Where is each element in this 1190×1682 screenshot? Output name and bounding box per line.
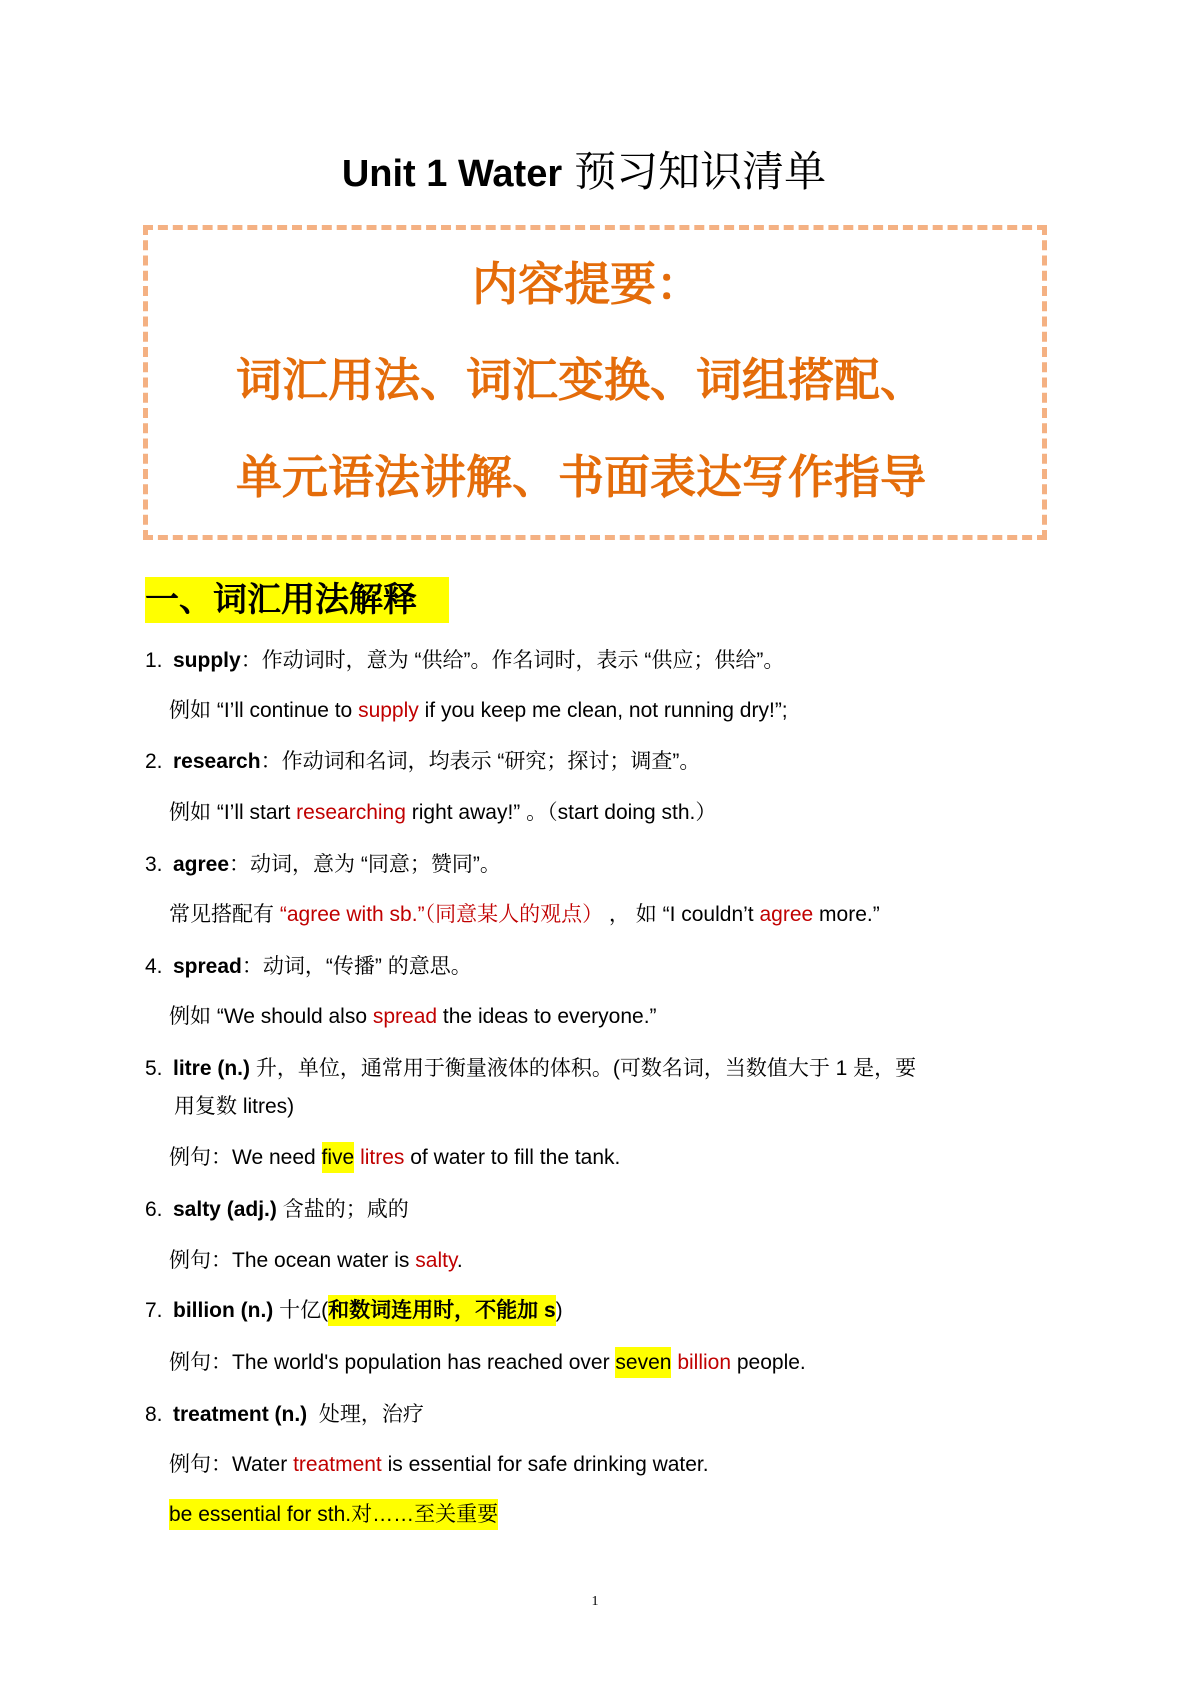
example-text: more.” bbox=[813, 903, 880, 926]
item-8 bbox=[145, 1398, 424, 1432]
item-definition: 处理，治疗 bbox=[307, 1403, 424, 1426]
example-highlight: five bbox=[322, 1142, 355, 1173]
example-text: 例句：Water bbox=[169, 1453, 294, 1476]
example-keyword: salty bbox=[415, 1249, 457, 1272]
item-term: salty (adj.) bbox=[173, 1198, 277, 1221]
item-definition: ：动词，“传播” 的意思。 bbox=[241, 955, 472, 978]
item-1 bbox=[145, 644, 784, 678]
example-text: if you keep me clean, not running dry!”; bbox=[418, 699, 788, 722]
item-number: 3. bbox=[145, 853, 163, 876]
example-text: 例句：The ocean water is bbox=[169, 1249, 416, 1272]
item-5 bbox=[145, 1052, 916, 1086]
item-1-example bbox=[169, 694, 788, 728]
example-highlight: seven bbox=[615, 1347, 671, 1378]
summary-heading: 内容提要： bbox=[472, 259, 702, 310]
item-definition: 含盐的；咸的 bbox=[276, 1198, 409, 1221]
example-text: right away!” 。（start doing sth.） bbox=[405, 801, 717, 824]
example-text: ， 如 “I couldn’t bbox=[603, 903, 760, 926]
item-7-example bbox=[169, 1346, 806, 1380]
title-unit: Unit 1 Water bbox=[341, 153, 563, 195]
section-heading: 一、词汇用法解释 bbox=[145, 577, 449, 623]
item-number: 4. bbox=[145, 955, 163, 978]
item-number: 6. bbox=[145, 1198, 163, 1221]
item-note-highlight: 和数词连用时，不能加 s bbox=[328, 1295, 556, 1326]
item-number: 5. bbox=[145, 1057, 163, 1080]
item-5-definition-continued: 用复数 litres) bbox=[174, 1095, 295, 1118]
summary-box bbox=[143, 225, 1047, 540]
item-term: treatment (n.) bbox=[173, 1403, 308, 1426]
item-6 bbox=[145, 1193, 409, 1227]
example-keyword: spread bbox=[372, 1005, 438, 1028]
item-definition-end: ) bbox=[555, 1299, 563, 1322]
item-definition: ：动词，意为 “同意；赞同”。 bbox=[229, 853, 501, 876]
example-text: . bbox=[456, 1249, 463, 1272]
item-definition: 十亿( bbox=[273, 1299, 329, 1322]
example-keyword: researching bbox=[296, 801, 406, 824]
example-text: 例如 “I’ll start bbox=[169, 801, 297, 824]
summary-line-2: 单元语法讲解、书面表达写作指导 bbox=[236, 452, 926, 503]
example-text: people. bbox=[731, 1351, 806, 1374]
example-text: 例如 “We should also bbox=[169, 1005, 373, 1028]
page-title bbox=[0, 148, 1168, 206]
item-8-example bbox=[169, 1448, 709, 1482]
example-keyword: supply bbox=[358, 699, 419, 722]
item-number: 7. bbox=[145, 1299, 163, 1322]
item-5-example bbox=[169, 1141, 620, 1175]
example-collocation: “agree with sb.”（同意某人的观点） bbox=[279, 903, 604, 926]
item-term: litre (n.) bbox=[173, 1057, 250, 1080]
item-definition: ：作动词和名词，均表示 “研究；探讨；调查”。 bbox=[260, 750, 701, 773]
item-number: 2. bbox=[145, 750, 163, 773]
example-text: 常见搭配有 bbox=[169, 903, 280, 926]
item-3-example bbox=[169, 898, 880, 932]
item-definition: 升，单位，通常用于衡量液体的体积。(可数名词，当数值大于 1 是，要 bbox=[250, 1057, 917, 1080]
item-number: 1. bbox=[145, 649, 163, 672]
item-6-example bbox=[169, 1244, 463, 1278]
item-term: agree bbox=[173, 853, 230, 876]
item-4-example bbox=[169, 1000, 657, 1034]
example-keyword: treatment bbox=[293, 1453, 382, 1476]
example-text: 例句：The world's population has reached over bbox=[169, 1351, 616, 1374]
example-text: the ideas to everyone.” bbox=[437, 1005, 657, 1028]
example-text: 例如 “I’ll continue to bbox=[169, 699, 359, 722]
item-7 bbox=[145, 1294, 563, 1328]
item-8-phrase bbox=[169, 1498, 498, 1532]
example-keyword: billion bbox=[677, 1351, 732, 1374]
example-keyword: agree bbox=[759, 903, 814, 926]
item-term: billion (n.) bbox=[173, 1299, 274, 1322]
item-2 bbox=[145, 745, 700, 779]
item-number: 8. bbox=[145, 1403, 163, 1426]
item-3 bbox=[145, 848, 501, 882]
summary-line-1: 词汇用法、词汇变换、词组搭配、 bbox=[236, 355, 926, 406]
example-keyword: litres bbox=[360, 1146, 405, 1169]
page-number: 1 bbox=[591, 1594, 599, 1609]
phrase-highlight: be essential for sth.对……至关重要 bbox=[169, 1499, 498, 1530]
example-text: is essential for safe drinking water. bbox=[381, 1453, 709, 1476]
item-term: research bbox=[173, 750, 261, 773]
example-text: 例句：We need bbox=[169, 1146, 322, 1169]
example-text: of water to fill the tank. bbox=[404, 1146, 621, 1169]
item-term: spread bbox=[173, 955, 242, 978]
title-topic: 预习知识清单 bbox=[574, 148, 827, 195]
item-4 bbox=[145, 950, 472, 984]
item-2-example bbox=[169, 796, 716, 830]
item-term: supply bbox=[173, 649, 241, 672]
item-definition: ：作动词时，意为 “供给”。作名词时，表示 “供应；供给”。 bbox=[240, 649, 785, 672]
